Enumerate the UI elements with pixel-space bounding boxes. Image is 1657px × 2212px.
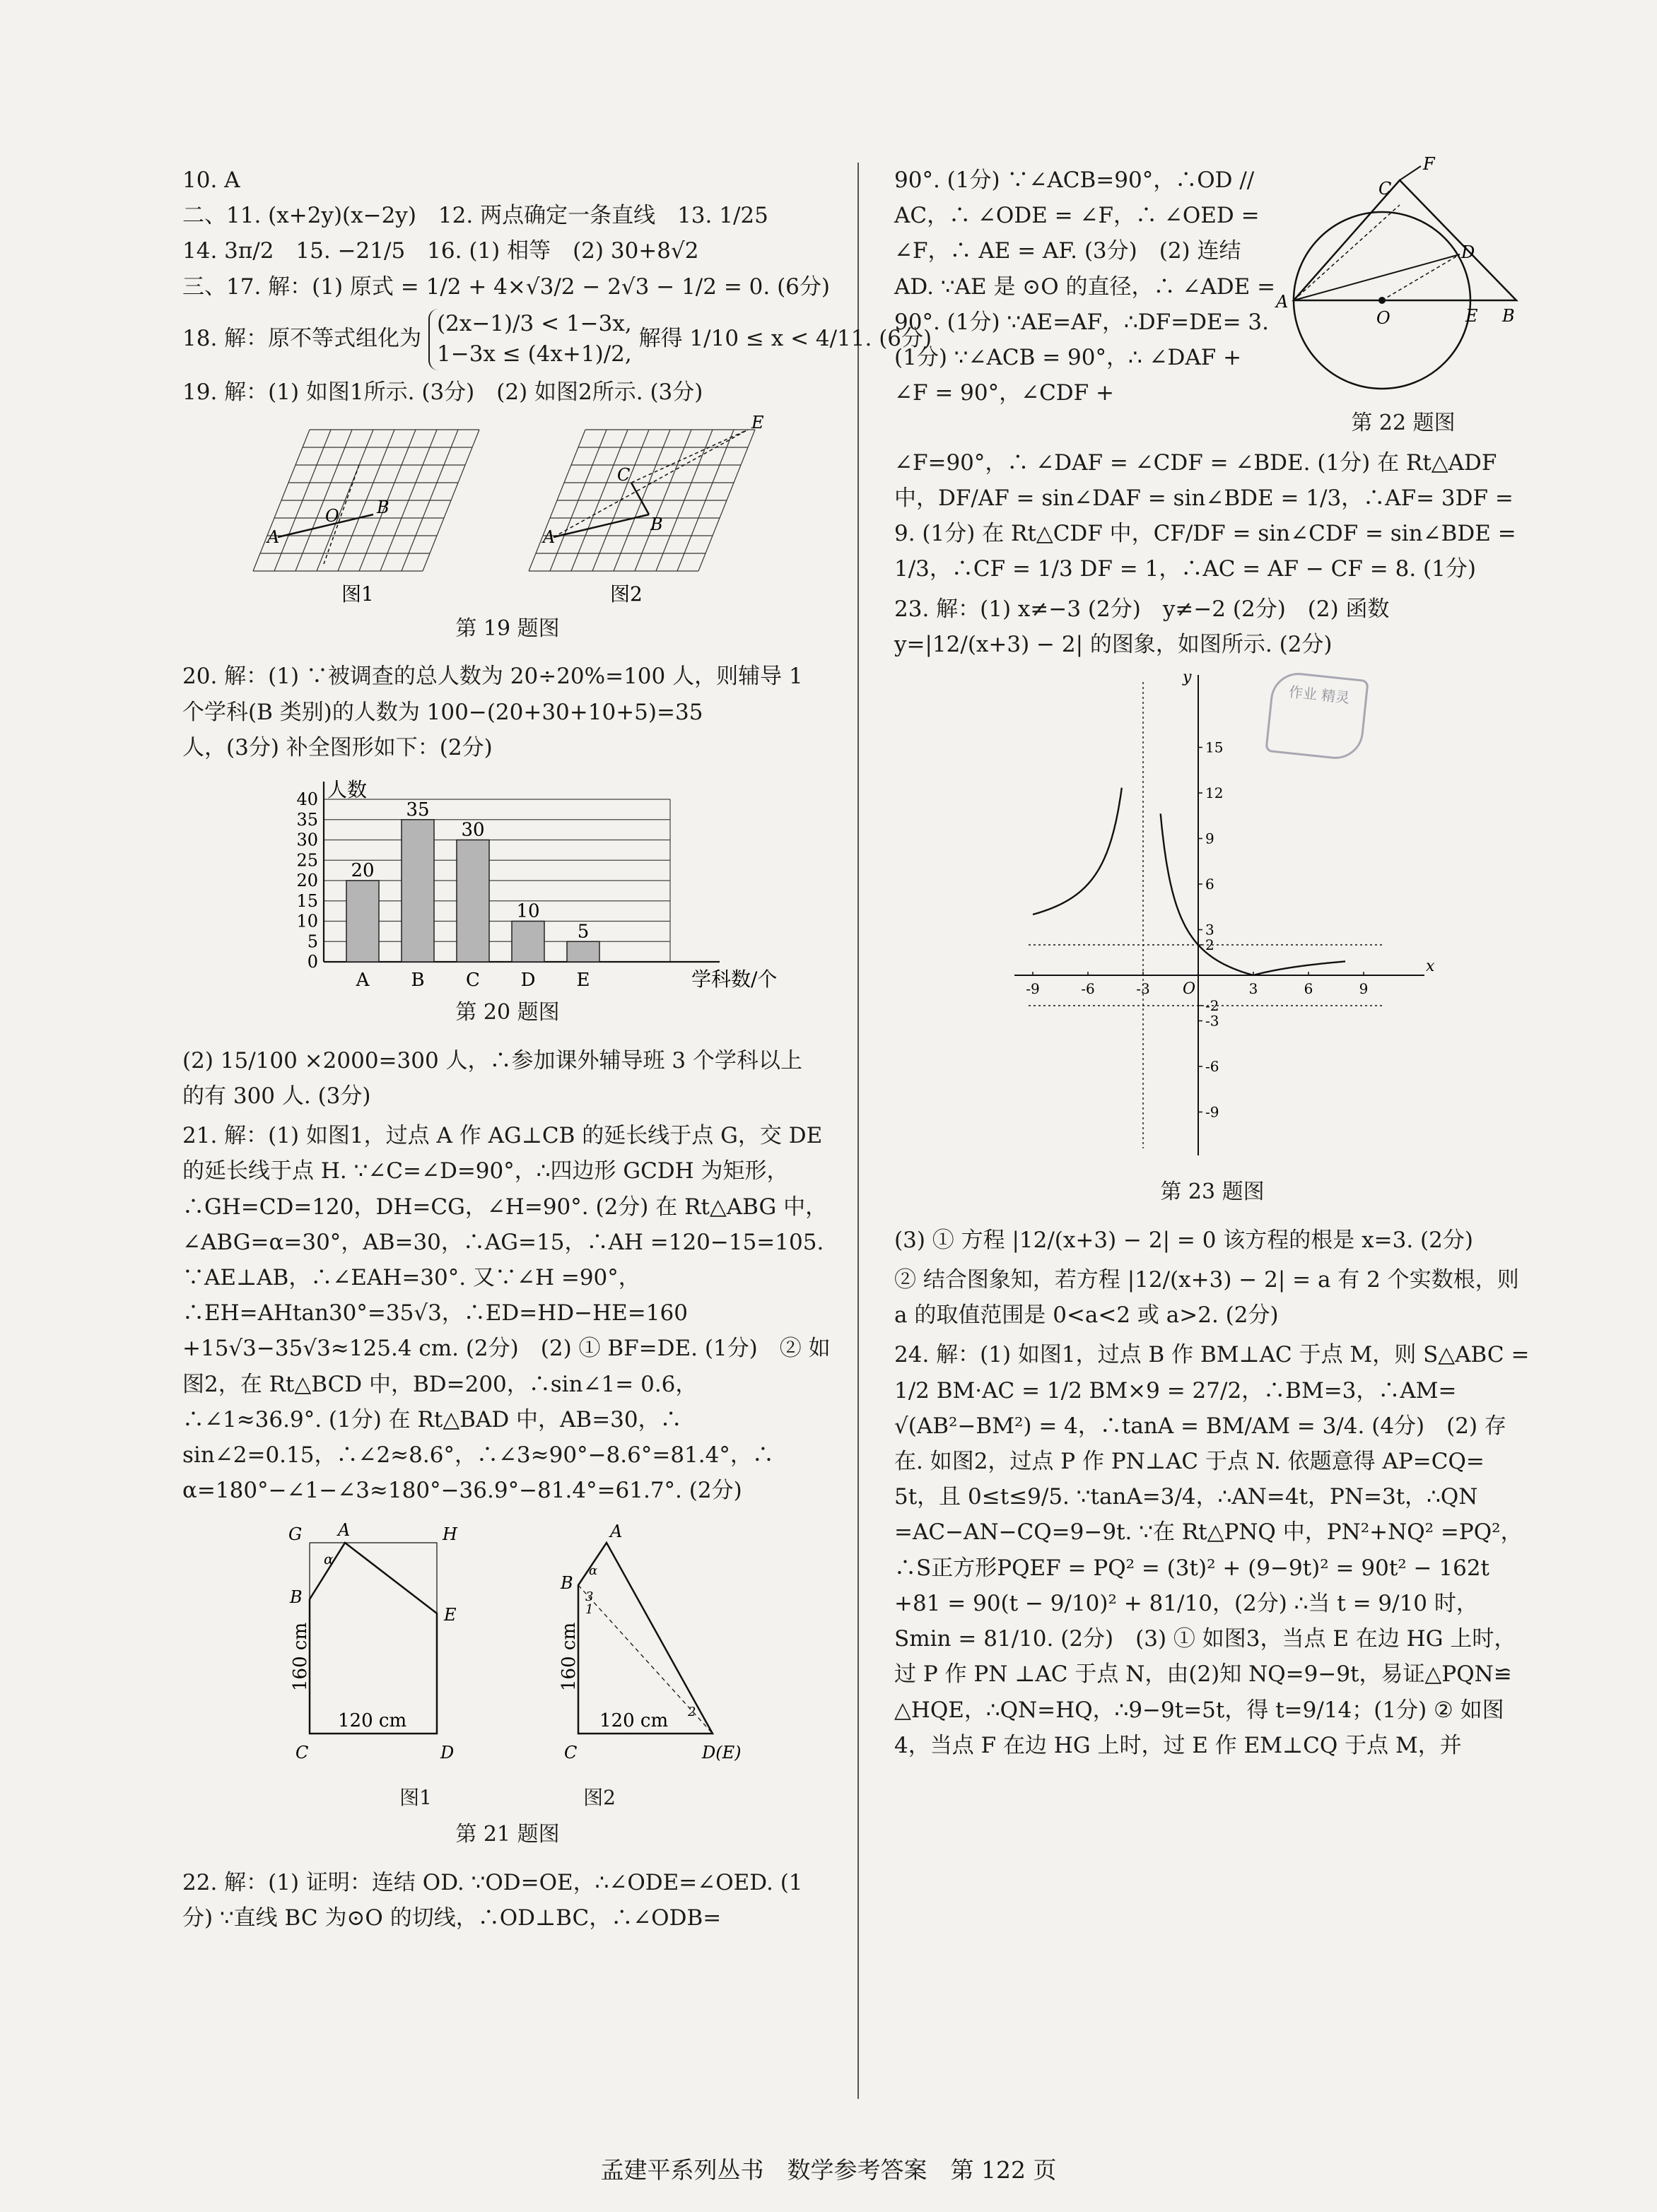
bar-value-label: 20 bbox=[351, 860, 375, 882]
figure-21 bbox=[239, 1514, 776, 1776]
bar-ytick-label: 25 bbox=[296, 850, 318, 871]
graph-curve-left bbox=[1033, 788, 1122, 914]
bar-value-label: 35 bbox=[406, 799, 430, 820]
answer-22-continued: 90°. (1分) ∵∠ACB=90°，∴OD // AC，∴ ∠ODE = ∠F，∴ ∠OED = ∠F，∴ AE = AF. (3分) (2) 连结 AD. ∵AE 是 ⊙O 的直径，∴ ∠ADE = 90°. (1分) ∵AE=AF，∴DF=DE= 3. (1分) ∵∠ACB = 90°，∴ ∠DAF + ∠F = 90°，∠CDF + bbox=[894, 167, 1276, 406]
svg-text:160 cm: 160 cm bbox=[558, 1622, 580, 1691]
svg-text:A: A bbox=[610, 1521, 623, 1541]
answer-20-line-3: 人，(3分) 补全图形如下：(2分) bbox=[182, 734, 493, 760]
svg-text:C: C bbox=[564, 1742, 578, 1763]
bar-ytick-label: 35 bbox=[296, 809, 318, 830]
svg-text:A: A bbox=[543, 526, 556, 547]
graph-ytick-label: -2 bbox=[1205, 997, 1219, 1015]
graph-ytick-label: 6 bbox=[1205, 876, 1214, 893]
svg-text:B: B bbox=[290, 1587, 303, 1607]
answer-20-line-1: 20. 解：(1) ∵被调查的总人数为 20÷20%=100 人，则辅导 1 bbox=[182, 664, 803, 690]
graph-ytick-label: -6 bbox=[1205, 1058, 1219, 1076]
svg-text:160 cm: 160 cm bbox=[290, 1622, 311, 1691]
function-graph-23 bbox=[986, 668, 1439, 1170]
svg-text:α: α bbox=[589, 1563, 598, 1578]
graph-curve-right bbox=[1161, 814, 1345, 976]
graph-ytick-label: 15 bbox=[1205, 739, 1224, 756]
answer-19: 19. 解：(1) 如图1所示. (3分) (2) 如图2所示. (3分) bbox=[182, 379, 703, 405]
bar-C bbox=[457, 840, 489, 963]
fig21-label-2: 图2 bbox=[583, 1785, 616, 1809]
svg-text:120 cm: 120 cm bbox=[338, 1710, 407, 1731]
graph-origin-label: O bbox=[1183, 980, 1196, 999]
answer-18 bbox=[182, 309, 932, 370]
bar-value-label: 5 bbox=[577, 921, 590, 943]
svg-text:1: 1 bbox=[585, 1601, 594, 1617]
graph-xtick-label: 6 bbox=[1304, 980, 1313, 998]
answer-23-3-1: (3) ① 方程 |12/(x+3) − 2| = 0 该方程的根是 x=3. (2分) bbox=[894, 1227, 1473, 1253]
answer-21: 21. 解：(1) 如图1，过点 A 作 AG⊥CB 的延长线于点 G，交 DE 的延长线于点 H. ∵∠C=∠D=90°，∴四边形 GCDH 为矩形，∴GH=CD=120，DH=CG，∠H=90°. (2分) 在 Rt△ABG 中，∠ABG=α=30°，AB=30，∴AG=15，∴AH =120−15=105. ∵AE⊥AB，∴∠EAH=30°. 又∵∠H =90°，∴EH=AHtan30°=35√3，∴ED=HD−HE=160 +15√3−35√3≈125.4 cm. (2分) (2) ① BF=DE. (1分) ② 如图2，在 Rt△BCD 中，BD=200，∴sin∠1= 0.6，∴∠1≈36.9°. (1分) 在 Rt△BAD 中，AB=30，∴ sin∠2=0.15，∴∠2≈8.6°，∴∠3≈90°−8.6°=81.4°，∴ α=180°−∠1−∠3≈180°−36.9°−81.4°=61.7°. (2分) bbox=[182, 1123, 831, 1504]
graph-xtick-label: 9 bbox=[1359, 980, 1369, 998]
svg-text:B: B bbox=[561, 1572, 573, 1593]
answer-20-line-2: 个学科(B 类别)的人数为 100−(20+30+10+5)=35 bbox=[182, 699, 703, 725]
graph-ytick-label: 3 bbox=[1205, 921, 1214, 939]
bar-chart-20 bbox=[260, 771, 778, 992]
svg-text:D: D bbox=[1461, 242, 1475, 262]
svg-text:B: B bbox=[377, 497, 390, 517]
bar-value-label: 10 bbox=[516, 900, 540, 922]
answer-23-3-2: ② 结合图象知，若方程 |12/(x+3) − 2| = a 有 2 个实数根，则 a 的取值范围是 0<a<2 或 a>2. (2分) bbox=[894, 1266, 1519, 1329]
graph-x-label: x bbox=[1426, 958, 1435, 976]
answer-17: 三、17. 解：(1) 原式 = 1/2 + 4×√3/2 − 2√3 − 1/2 = 0. (6分) bbox=[182, 273, 830, 300]
figure-21-caption: 第 21 题图 bbox=[455, 1821, 560, 1847]
homework-stamp: 作业 精灵 bbox=[1265, 670, 1369, 762]
answer-10: 10. A bbox=[182, 167, 240, 193]
svg-text:C: C bbox=[617, 464, 631, 485]
figure-19 bbox=[239, 412, 776, 606]
figure-19-grid-1 bbox=[253, 430, 479, 571]
bar-category-label: D bbox=[520, 970, 536, 992]
bar-D bbox=[512, 922, 544, 963]
answer-23: 23. 解：(1) x≠−3 (2分) y≠−2 (2分) (2) 函数 y=|12/(x+3) − 2| 的图象，如图所示. (2分) bbox=[894, 596, 1390, 657]
bar-B bbox=[402, 820, 434, 962]
svg-text:O: O bbox=[1376, 308, 1390, 328]
page-footer: 孟建平系列丛书 数学参考答案 第 122 页 bbox=[600, 2156, 1057, 2184]
figure-23-caption: 第 23 题图 bbox=[1160, 1179, 1265, 1205]
inequality-2: 1−3x ≤ (4x+1)/2, bbox=[437, 341, 632, 367]
inequality-1: (2x−1)/3 < 1−3x, bbox=[437, 310, 632, 336]
bar-category-label: B bbox=[411, 970, 425, 992]
bar-E bbox=[567, 941, 599, 962]
svg-text:C: C bbox=[295, 1742, 309, 1763]
answer-20-2-line-2: 的有 300 人. (3分) bbox=[182, 1083, 371, 1109]
graph-xtick-label: 3 bbox=[1248, 980, 1258, 998]
figure-22-caption: 第 22 题图 bbox=[1351, 411, 1456, 436]
bar-ytick-label: 0 bbox=[307, 952, 318, 972]
figure-21-diagram-1 bbox=[310, 1543, 437, 1734]
svg-text:B: B bbox=[1502, 306, 1515, 326]
figure-22-diagram bbox=[1276, 154, 1530, 396]
answer-18-intro: 18. 解：原不等式组化为 bbox=[182, 325, 422, 351]
svg-text:α: α bbox=[324, 1550, 334, 1567]
svg-text:B: B bbox=[650, 514, 663, 534]
graph-xtick-label: -3 bbox=[1136, 980, 1150, 998]
svg-text:3: 3 bbox=[585, 1589, 594, 1604]
column-divider bbox=[857, 163, 859, 2099]
svg-text:120 cm: 120 cm bbox=[599, 1710, 669, 1731]
bar-value-label: 30 bbox=[461, 819, 485, 841]
graph-ytick-label: -9 bbox=[1205, 1103, 1219, 1121]
svg-text:G: G bbox=[288, 1524, 303, 1544]
svg-text:E: E bbox=[444, 1604, 457, 1625]
inequality-system bbox=[428, 309, 632, 370]
svg-text:E: E bbox=[751, 412, 764, 433]
svg-text:2: 2 bbox=[688, 1704, 696, 1719]
graph-ytick-label: -3 bbox=[1205, 1012, 1219, 1030]
bar-category-label: C bbox=[466, 970, 480, 992]
figure-23 bbox=[894, 668, 1530, 1170]
answer-11-13: 二、11. (x+2y)(x−2y) 12. 两点确定一条直线 13. 1/25 bbox=[182, 203, 768, 229]
left-column bbox=[182, 163, 932, 1940]
bar-A bbox=[346, 881, 379, 962]
answer-18-solution: 解得 1/10 ≤ x < 4/11. (6分) bbox=[638, 325, 932, 351]
bar-ytick-label: 20 bbox=[296, 871, 318, 891]
graph-xtick-label: -6 bbox=[1081, 980, 1095, 998]
bar-ytick-label: 30 bbox=[296, 830, 318, 850]
svg-text:F: F bbox=[1423, 154, 1435, 174]
answer-22-block bbox=[894, 154, 1530, 441]
bar-ytick-label: 15 bbox=[296, 890, 318, 911]
right-column bbox=[894, 154, 1530, 1767]
bar-ytick-label: 40 bbox=[296, 789, 318, 810]
graph-ytick-label: 2 bbox=[1205, 936, 1214, 954]
svg-text:A: A bbox=[1276, 292, 1289, 312]
answer-22-start: 22. 解：(1) 证明：连结 OD. ∵OD=OE，∴∠ODE=∠OED. (1分) ∵直线 BC 为⊙O 的切线，∴OD⊥BC，∴∠ODB= bbox=[182, 1869, 803, 1931]
bar-y-axis-label: 人数 bbox=[327, 778, 368, 802]
graph-ytick-label: 9 bbox=[1205, 830, 1214, 847]
svg-text:E: E bbox=[1465, 306, 1478, 326]
figure-19-caption: 第 19 题图 bbox=[455, 616, 560, 641]
bar-category-label: A bbox=[356, 970, 370, 992]
svg-text:H: H bbox=[443, 1524, 457, 1544]
answer-22-part-2: ∠F=90°，∴ ∠DAF = ∠CDF = ∠BDE. (1分) 在 Rt△ADF 中，DF/AF = sin∠DAF = sin∠BDE = 1/3，∴AF= 3DF = 9. (1分) 在 Rt△CDF 中，CF/DF = sin∠CDF = sin∠BDE = 1/3，∴CF = 1/3 DF = 1，∴AC = AF − CF = 8. (1分) bbox=[894, 449, 1516, 582]
svg-text:D(E): D(E) bbox=[702, 1742, 742, 1763]
graph-y-label: y bbox=[1183, 669, 1192, 687]
svg-text:D: D bbox=[440, 1742, 455, 1763]
answer-24: 24. 解：(1) 如图1，过点 B 作 BM⊥AC 于点 M，则 S△ABC = 1/2 BM·AC = 1/2 BM×9 = 27/2，∴BM=3，∴AM= √(AB²−BM²) = 4，∴tanA = BM/AM = 3/4. (4分) (2) 存在. 如图2，过点 P 作 PN⊥AC 于点 N. 依题意得 AP=CQ= 5t，且 0≤t≤9/5. ∵tanA=3/4，∴AN=4t，PN=3t，∴QN =AC−AN−CQ=9−9t. ∵在 Rt△PNQ 中，PN²+NQ² =PQ²，∴S正方形PQEF = PQ² = (3t)² + (9−9t)² = 90t² − 162t +81 = 90(t − 9/10)² + 81/10，(2分) ∴当 t = 9/10 时，Smin = 81/10. (2分) (3) ① 如图3，当点 E 在边 HG 上时，过 P 作 PN ⊥AC 于点 N，由(2)知 NQ=9−9t，易证△PQN≌ △HQE，∴QN=HQ，∴9−9t=5t，得 t=9/14；(1分) ② 如图4，当点 F 在边 HG 上时，过 E 作 EM⊥CQ 于点 M，并 bbox=[894, 1342, 1530, 1758]
answer-14-16: 14. 3π/2 15. −21/5 16. (1) 相等 (2) 30+8√2 bbox=[182, 238, 699, 264]
figure-22 bbox=[1276, 154, 1530, 441]
bar-category-label: E bbox=[576, 970, 590, 992]
svg-text:A: A bbox=[267, 526, 280, 547]
fig19-label-2: 图2 bbox=[610, 582, 643, 606]
fig19-label-1: 图1 bbox=[341, 582, 374, 606]
bar-ytick-label: 10 bbox=[296, 911, 318, 931]
graph-xtick-label: -9 bbox=[1026, 980, 1040, 998]
graph-ytick-label: 12 bbox=[1205, 784, 1224, 802]
svg-text:O: O bbox=[325, 505, 339, 526]
svg-text:A: A bbox=[338, 1519, 351, 1540]
figure-20-caption: 第 20 题图 bbox=[455, 1000, 560, 1025]
svg-text:C: C bbox=[1378, 179, 1392, 199]
bar-ytick-label: 5 bbox=[307, 931, 318, 952]
answer-20-2-line-1: (2) 15/100 ×2000=300 人，∴参加课外辅导班 3 个学科以上 bbox=[182, 1047, 802, 1073]
fig21-label-1: 图1 bbox=[399, 1785, 432, 1809]
bar-x-axis-label: 学科数/个 bbox=[691, 967, 778, 992]
